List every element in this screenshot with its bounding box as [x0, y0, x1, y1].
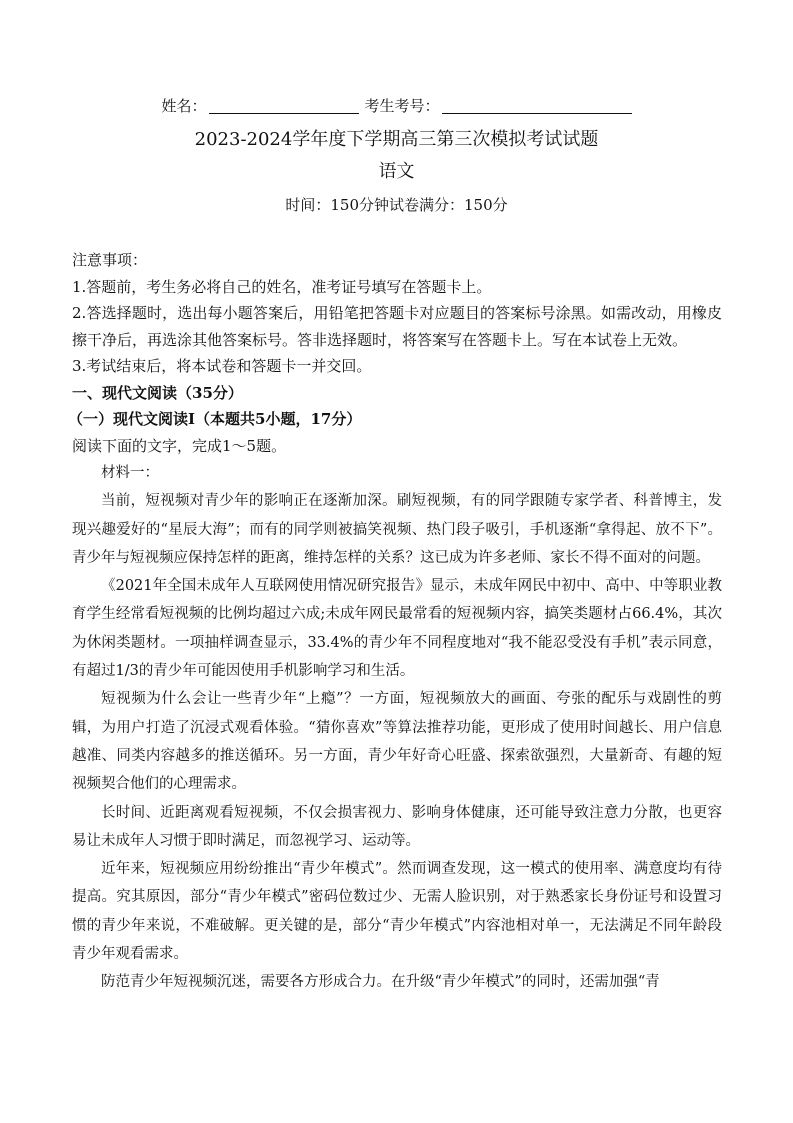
material-label: 材料一：: [101, 465, 159, 481]
exam-no-blank-line: [442, 95, 632, 114]
section-title: 一、现代文阅读（35分）: [72, 383, 243, 402]
notice-item: 1.答题前，考生务必将自己的姓名，准考证号填写在答题卡上。: [72, 277, 492, 296]
notice-item: 2.答选择题时，选出每小题答案后，用铅笔把答题卡对应题目的答案标号涂黑。如需改动，用橡皮擦干净后，再选涂其他答案标号。答非选择题时，将答案写在答题卡上。写在本试卷上无效。: [72, 304, 722, 349]
time-and-score-info: 时间：150分钟试卷满分：150分: [285, 196, 508, 214]
notice-heading: 注意事项：: [72, 251, 148, 269]
section-subtitle: （一）现代文阅读Ⅰ（本题共5小题，17分）: [68, 410, 362, 428]
material-paragraph: 近年来，短视频应用纷纷推出“青少年模式”。然而调查发现，这一模式的使用率、满意度均有待提高。究其原因，部分“青少年模式”密码位数过少、无需人脸识别，对于熟悉家长身份证号和设置习惯的青少年来说，不难破解。更关键的是，部分“青少年模式”内容池相对单一，无法满足不同年龄段青少年观看需求。: [72, 861, 722, 963]
material-paragraph: 当前，短视频对青少年的影响正在逐渐加深。刷短视频，有的同学跟随专家学者、科普博主，发现兴趣爱好的“星辰大海”；而有的同学则被搞笑视频、热门段子吸引，手机逐渐“拿得起、放不下”。青少年与短视频应保持怎样的距离，维持怎样的关系？这已成为许多老师、家长不得不面对的问题。: [72, 493, 722, 566]
material-one: [72, 459, 722, 997]
subject-title: 语文: [378, 161, 415, 182]
main-content: [68, 247, 722, 997]
notice-block: [72, 247, 722, 380]
reading-instruction: 阅读下面的文字，完成1～5题。: [72, 436, 287, 455]
name-blank-line: [209, 95, 359, 114]
name-exam-no-row: [0, 95, 793, 117]
material-paragraph: 防范青少年短视频沉迷，需要各方形成合力。在升级“青少年模式”的同时，还需加强“青: [101, 974, 660, 991]
exam-no-label: 考生考号：: [364, 97, 440, 115]
material-paragraph: 长时间、近距离观看短视频，不仅会损害视力、影响身体健康，还可能导致注意力分散，也更容易让未成年人习惯于即时满足，而忽视学习、运动等。: [72, 804, 722, 849]
material-paragraph: 短视频为什么会让一些青少年“上瘾”？一方面，短视频放大的画面、夸张的配乐与戏剧性的剪辑，为用户打造了沉浸式观看体验。“猜你喜欢”等算法推荐功能，更形成了使用时间越长、用户信息越准、同类内容越多的推送循环。另一方面，青少年好奇心旺盛、探索欲强烈，大量新奇、有趣的短视频契合他们的心理需求。: [72, 691, 722, 793]
exam-title: 2023-2024学年度下学期高三第三次模拟考试试题: [194, 129, 599, 150]
name-label: 姓名：: [161, 97, 207, 115]
material-paragraph: 《2021年全国未成年人互联网使用情况研究报告》显示，未成年网民中初中、高中、中等职业教育学生经常看短视频的比例均超过六成;未成年网民最常看的短视频内容，搞笑类题材占66.4%，其次为休闲类题材。一项抽样调查显示，33.4%的青少年不同程度地对“我不能忍受没有手机”表示同意，有超过1/3的青少年可能因使用手机影响学习和生活。: [72, 578, 722, 680]
notice-item: 3.考试结束后，将本试卷和答题卡一并交回。: [72, 357, 372, 375]
